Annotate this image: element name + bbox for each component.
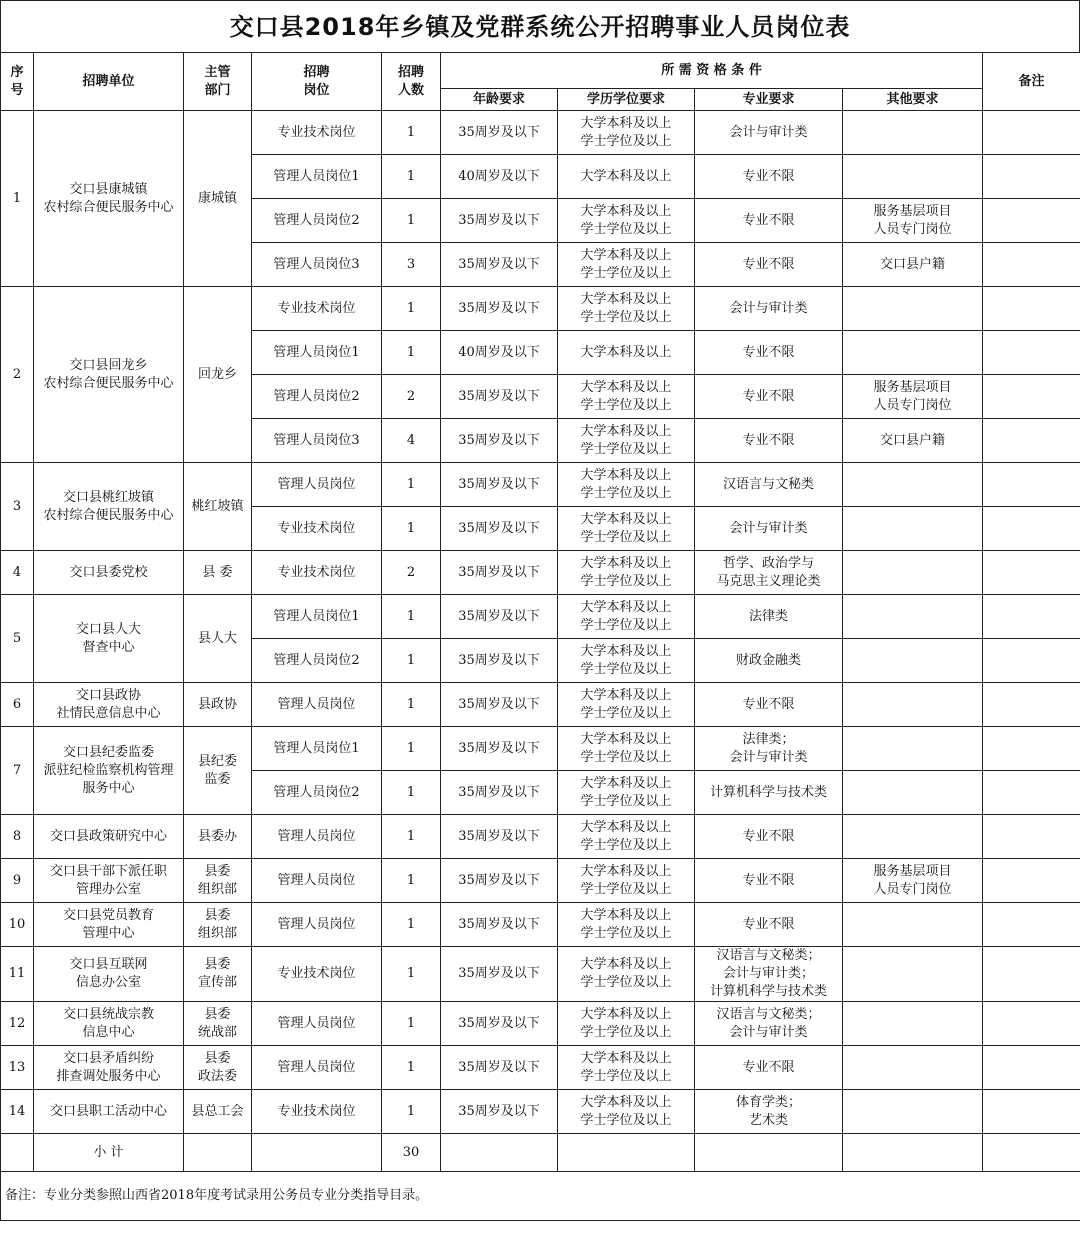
header-edu: 学历学位要求 bbox=[558, 89, 695, 111]
table-row bbox=[1, 859, 1080, 903]
major-cell: 专业不限 bbox=[695, 683, 843, 727]
seq-cell: 1 bbox=[1, 111, 34, 287]
other-cell bbox=[843, 551, 983, 595]
other-cell bbox=[843, 1046, 983, 1090]
age-cell: 35周岁及以下 bbox=[441, 727, 558, 771]
dept-cell: 县委 统战部 bbox=[184, 1002, 252, 1046]
edu-cell: 大学本科及以上 学士学位及以上 bbox=[558, 683, 695, 727]
header-unit: 招聘单位 bbox=[34, 53, 184, 111]
age-cell: 35周岁及以下 bbox=[441, 111, 558, 155]
remark-cell bbox=[983, 111, 1080, 155]
dept-cell: 县政协 bbox=[184, 683, 252, 727]
unit-cell: 交口县职工活动中心 bbox=[34, 1090, 184, 1134]
major-cell: 专业不限 bbox=[695, 331, 843, 375]
other-cell bbox=[843, 111, 983, 155]
post-cell: 管理人员岗位2 bbox=[252, 375, 382, 419]
remark-cell bbox=[983, 947, 1080, 1002]
major-cell: 汉语言与文秘类 bbox=[695, 463, 843, 507]
unit-cell: 交口县纪委监委 派驻纪检监察机构管理 服务中心 bbox=[34, 727, 184, 815]
count-cell: 1 bbox=[382, 595, 441, 639]
count-cell: 2 bbox=[382, 375, 441, 419]
seq-cell: 5 bbox=[1, 595, 34, 683]
major-cell: 专业不限 bbox=[695, 815, 843, 859]
dept-cell: 县总工会 bbox=[184, 1090, 252, 1134]
remark-cell bbox=[983, 639, 1080, 683]
remark-cell bbox=[983, 1002, 1080, 1046]
subtotal-remark-cell bbox=[983, 1134, 1080, 1172]
post-cell: 管理人员岗位 bbox=[252, 903, 382, 947]
edu-cell: 大学本科及以上 学士学位及以上 bbox=[558, 947, 695, 1002]
post-cell: 管理人员岗位3 bbox=[252, 243, 382, 287]
remark-cell bbox=[983, 375, 1080, 419]
header-other: 其他要求 bbox=[843, 89, 983, 111]
remark-cell bbox=[983, 683, 1080, 727]
table-row bbox=[1, 683, 1080, 727]
subtotal-label: 小 计 bbox=[34, 1134, 184, 1172]
subtotal-major-cell bbox=[695, 1134, 843, 1172]
major-cell: 法律类； 会计与审计类 bbox=[695, 727, 843, 771]
header-qualifications: 所 需 资 格 条 件 bbox=[441, 53, 983, 89]
edu-cell: 大学本科及以上 学士学位及以上 bbox=[558, 199, 695, 243]
remark-cell bbox=[983, 287, 1080, 331]
major-cell: 法律类 bbox=[695, 595, 843, 639]
post-cell: 专业技术岗位 bbox=[252, 111, 382, 155]
table-row bbox=[1, 727, 1080, 771]
count-cell: 1 bbox=[382, 199, 441, 243]
age-cell: 35周岁及以下 bbox=[441, 1046, 558, 1090]
header-dept: 主管 部门 bbox=[184, 53, 252, 111]
major-cell: 专业不限 bbox=[695, 155, 843, 199]
seq-cell: 4 bbox=[1, 551, 34, 595]
edu-cell: 大学本科及以上 学士学位及以上 bbox=[558, 243, 695, 287]
footnote-row bbox=[1, 1172, 1080, 1221]
other-cell bbox=[843, 1002, 983, 1046]
other-cell bbox=[843, 155, 983, 199]
count-cell: 3 bbox=[382, 243, 441, 287]
subtotal-edu-cell bbox=[558, 1134, 695, 1172]
table-row bbox=[1, 551, 1080, 595]
other-cell: 服务基层项目 人员专门岗位 bbox=[843, 375, 983, 419]
unit-cell: 交口县桃红坡镇 农村综合便民服务中心 bbox=[34, 463, 184, 551]
other-cell bbox=[843, 595, 983, 639]
seq-cell: 8 bbox=[1, 815, 34, 859]
edu-cell: 大学本科及以上 学士学位及以上 bbox=[558, 815, 695, 859]
other-cell: 服务基层项目 人员专门岗位 bbox=[843, 859, 983, 903]
footnote: 备注：专业分类参照山西省2018年度考试录用公务员专业分类指导目录。 bbox=[1, 1172, 1080, 1221]
seq-cell: 2 bbox=[1, 287, 34, 463]
unit-cell: 交口县委党校 bbox=[34, 551, 184, 595]
page-title: 交口县2018年乡镇及党群系统公开招聘事业人员岗位表 bbox=[0, 0, 1080, 52]
major-cell: 会计与审计类 bbox=[695, 507, 843, 551]
age-cell: 40周岁及以下 bbox=[441, 331, 558, 375]
age-cell: 35周岁及以下 bbox=[441, 947, 558, 1002]
count-cell: 1 bbox=[382, 639, 441, 683]
edu-cell: 大学本科及以上 学士学位及以上 bbox=[558, 859, 695, 903]
major-cell: 汉语言与文秘类； 会计与审计类； 计算机科学与技术类 bbox=[695, 947, 843, 1002]
remark-cell bbox=[983, 1090, 1080, 1134]
subtotal-post-cell bbox=[252, 1134, 382, 1172]
table-body bbox=[1, 111, 1080, 1134]
edu-cell: 大学本科及以上 bbox=[558, 331, 695, 375]
seq-cell: 3 bbox=[1, 463, 34, 551]
age-cell: 35周岁及以下 bbox=[441, 287, 558, 331]
post-cell: 管理人员岗位1 bbox=[252, 331, 382, 375]
remark-cell bbox=[983, 551, 1080, 595]
dept-cell: 县纪委 监委 bbox=[184, 727, 252, 815]
unit-cell: 交口县党员教育 管理中心 bbox=[34, 903, 184, 947]
table-row bbox=[1, 595, 1080, 639]
remark-cell bbox=[983, 815, 1080, 859]
count-cell: 1 bbox=[382, 1046, 441, 1090]
remark-cell bbox=[983, 903, 1080, 947]
other-cell bbox=[843, 1090, 983, 1134]
post-cell: 管理人员岗位 bbox=[252, 859, 382, 903]
subtotal-count: 30 bbox=[382, 1134, 441, 1172]
age-cell: 35周岁及以下 bbox=[441, 771, 558, 815]
major-cell: 专业不限 bbox=[695, 859, 843, 903]
remark-cell bbox=[983, 243, 1080, 287]
table-row bbox=[1, 947, 1080, 1002]
edu-cell: 大学本科及以上 学士学位及以上 bbox=[558, 507, 695, 551]
age-cell: 35周岁及以下 bbox=[441, 199, 558, 243]
dept-cell: 县委 组织部 bbox=[184, 859, 252, 903]
edu-cell: 大学本科及以上 学士学位及以上 bbox=[558, 111, 695, 155]
edu-cell: 大学本科及以上 学士学位及以上 bbox=[558, 287, 695, 331]
table-row bbox=[1, 903, 1080, 947]
remark-cell bbox=[983, 1046, 1080, 1090]
seq-cell: 10 bbox=[1, 903, 34, 947]
major-cell: 专业不限 bbox=[695, 243, 843, 287]
other-cell bbox=[843, 727, 983, 771]
count-cell: 1 bbox=[382, 683, 441, 727]
edu-cell: 大学本科及以上 学士学位及以上 bbox=[558, 727, 695, 771]
post-cell: 管理人员岗位2 bbox=[252, 199, 382, 243]
dept-cell: 桃红坡镇 bbox=[184, 463, 252, 551]
count-cell: 1 bbox=[382, 1002, 441, 1046]
major-cell: 专业不限 bbox=[695, 903, 843, 947]
post-cell: 管理人员岗位 bbox=[252, 815, 382, 859]
dept-cell: 康城镇 bbox=[184, 111, 252, 287]
count-cell: 1 bbox=[382, 155, 441, 199]
unit-cell: 交口县矛盾纠纷 排查调处服务中心 bbox=[34, 1046, 184, 1090]
count-cell: 1 bbox=[382, 771, 441, 815]
other-cell bbox=[843, 947, 983, 1002]
age-cell: 35周岁及以下 bbox=[441, 683, 558, 727]
unit-cell: 交口县干部下派任职 管理办公室 bbox=[34, 859, 184, 903]
table-row bbox=[1, 111, 1080, 155]
post-cell: 管理人员岗位2 bbox=[252, 771, 382, 815]
remark-cell bbox=[983, 463, 1080, 507]
subtotal-seq-cell bbox=[1, 1134, 34, 1172]
edu-cell: 大学本科及以上 学士学位及以上 bbox=[558, 1002, 695, 1046]
count-cell: 1 bbox=[382, 507, 441, 551]
remark-cell bbox=[983, 507, 1080, 551]
remark-cell bbox=[983, 727, 1080, 771]
seq-cell: 12 bbox=[1, 1002, 34, 1046]
header-count: 招聘 人数 bbox=[382, 53, 441, 111]
unit-cell: 交口县政策研究中心 bbox=[34, 815, 184, 859]
unit-cell: 交口县政协 社情民意信息中心 bbox=[34, 683, 184, 727]
subtotal-row bbox=[1, 1134, 1080, 1172]
dept-cell: 县人大 bbox=[184, 595, 252, 683]
dept-cell: 县委 政法委 bbox=[184, 1046, 252, 1090]
major-cell: 财政金融类 bbox=[695, 639, 843, 683]
post-cell: 专业技术岗位 bbox=[252, 551, 382, 595]
post-cell: 专业技术岗位 bbox=[252, 287, 382, 331]
table-row bbox=[1, 1046, 1080, 1090]
other-cell bbox=[843, 463, 983, 507]
other-cell bbox=[843, 903, 983, 947]
header-age: 年龄要求 bbox=[441, 89, 558, 111]
table-row bbox=[1, 287, 1080, 331]
post-cell: 管理人员岗位3 bbox=[252, 419, 382, 463]
post-cell: 专业技术岗位 bbox=[252, 1090, 382, 1134]
table-row bbox=[1, 1090, 1080, 1134]
count-cell: 1 bbox=[382, 331, 441, 375]
other-cell bbox=[843, 331, 983, 375]
count-cell: 1 bbox=[382, 463, 441, 507]
seq-cell: 11 bbox=[1, 947, 34, 1002]
table-row bbox=[1, 1002, 1080, 1046]
major-cell: 计算机科学与技术类 bbox=[695, 771, 843, 815]
age-cell: 35周岁及以下 bbox=[441, 1090, 558, 1134]
header-post: 招聘 岗位 bbox=[252, 53, 382, 111]
dept-cell: 县委 组织部 bbox=[184, 903, 252, 947]
unit-cell: 交口县统战宗教 信息中心 bbox=[34, 1002, 184, 1046]
recruitment-table bbox=[0, 52, 1080, 1221]
post-cell: 管理人员岗位 bbox=[252, 1046, 382, 1090]
edu-cell: 大学本科及以上 学士学位及以上 bbox=[558, 1046, 695, 1090]
age-cell: 35周岁及以下 bbox=[441, 507, 558, 551]
edu-cell: 大学本科及以上 学士学位及以上 bbox=[558, 903, 695, 947]
count-cell: 1 bbox=[382, 1090, 441, 1134]
major-cell: 专业不限 bbox=[695, 375, 843, 419]
count-cell: 1 bbox=[382, 859, 441, 903]
edu-cell: 大学本科及以上 bbox=[558, 155, 695, 199]
major-cell: 专业不限 bbox=[695, 1046, 843, 1090]
age-cell: 35周岁及以下 bbox=[441, 375, 558, 419]
header-major: 专业要求 bbox=[695, 89, 843, 111]
major-cell: 会计与审计类 bbox=[695, 111, 843, 155]
other-cell bbox=[843, 639, 983, 683]
dept-cell: 县委办 bbox=[184, 815, 252, 859]
dept-cell: 回龙乡 bbox=[184, 287, 252, 463]
post-cell: 管理人员岗位1 bbox=[252, 155, 382, 199]
subtotal-other-cell bbox=[843, 1134, 983, 1172]
post-cell: 管理人员岗位1 bbox=[252, 595, 382, 639]
count-cell: 1 bbox=[382, 947, 441, 1002]
dept-cell: 县 委 bbox=[184, 551, 252, 595]
major-cell: 哲学、政治学与 马克思主义理论类 bbox=[695, 551, 843, 595]
post-cell: 管理人员岗位2 bbox=[252, 639, 382, 683]
other-cell bbox=[843, 507, 983, 551]
count-cell: 1 bbox=[382, 287, 441, 331]
post-cell: 管理人员岗位 bbox=[252, 683, 382, 727]
age-cell: 35周岁及以下 bbox=[441, 243, 558, 287]
other-cell: 服务基层项目 人员专门岗位 bbox=[843, 199, 983, 243]
age-cell: 35周岁及以下 bbox=[441, 463, 558, 507]
unit-cell: 交口县人大 督查中心 bbox=[34, 595, 184, 683]
other-cell: 交口县户籍 bbox=[843, 243, 983, 287]
post-cell: 管理人员岗位 bbox=[252, 1002, 382, 1046]
other-cell bbox=[843, 287, 983, 331]
remark-cell bbox=[983, 771, 1080, 815]
count-cell: 1 bbox=[382, 111, 441, 155]
age-cell: 35周岁及以下 bbox=[441, 1002, 558, 1046]
other-cell bbox=[843, 771, 983, 815]
edu-cell: 大学本科及以上 学士学位及以上 bbox=[558, 771, 695, 815]
post-cell: 专业技术岗位 bbox=[252, 947, 382, 1002]
seq-cell: 9 bbox=[1, 859, 34, 903]
edu-cell: 大学本科及以上 学士学位及以上 bbox=[558, 1090, 695, 1134]
remark-cell bbox=[983, 859, 1080, 903]
remark-cell bbox=[983, 199, 1080, 243]
edu-cell: 大学本科及以上 学士学位及以上 bbox=[558, 463, 695, 507]
count-cell: 1 bbox=[382, 903, 441, 947]
dept-cell: 县委 宣传部 bbox=[184, 947, 252, 1002]
age-cell: 35周岁及以下 bbox=[441, 859, 558, 903]
edu-cell: 大学本科及以上 学士学位及以上 bbox=[558, 595, 695, 639]
table-row bbox=[1, 463, 1080, 507]
unit-cell: 交口县回龙乡 农村综合便民服务中心 bbox=[34, 287, 184, 463]
other-cell bbox=[843, 683, 983, 727]
unit-cell: 交口县康城镇 农村综合便民服务中心 bbox=[34, 111, 184, 287]
post-cell: 专业技术岗位 bbox=[252, 507, 382, 551]
seq-cell: 14 bbox=[1, 1090, 34, 1134]
count-cell: 2 bbox=[382, 551, 441, 595]
other-cell: 交口县户籍 bbox=[843, 419, 983, 463]
count-cell: 1 bbox=[382, 815, 441, 859]
edu-cell: 大学本科及以上 学士学位及以上 bbox=[558, 639, 695, 683]
major-cell: 专业不限 bbox=[695, 199, 843, 243]
seq-cell: 6 bbox=[1, 683, 34, 727]
subtotal-dept-cell bbox=[184, 1134, 252, 1172]
post-cell: 管理人员岗位1 bbox=[252, 727, 382, 771]
major-cell: 会计与审计类 bbox=[695, 287, 843, 331]
age-cell: 35周岁及以下 bbox=[441, 815, 558, 859]
major-cell: 专业不限 bbox=[695, 419, 843, 463]
edu-cell: 大学本科及以上 学士学位及以上 bbox=[558, 551, 695, 595]
remark-cell bbox=[983, 419, 1080, 463]
age-cell: 35周岁及以下 bbox=[441, 639, 558, 683]
count-cell: 4 bbox=[382, 419, 441, 463]
header-remark: 备注 bbox=[983, 53, 1080, 111]
major-cell: 汉语言与文秘类； 会计与审计类 bbox=[695, 1002, 843, 1046]
table-row bbox=[1, 815, 1080, 859]
age-cell: 35周岁及以下 bbox=[441, 419, 558, 463]
age-cell: 35周岁及以下 bbox=[441, 551, 558, 595]
remark-cell bbox=[983, 595, 1080, 639]
seq-cell: 13 bbox=[1, 1046, 34, 1090]
age-cell: 40周岁及以下 bbox=[441, 155, 558, 199]
edu-cell: 大学本科及以上 学士学位及以上 bbox=[558, 419, 695, 463]
post-cell: 管理人员岗位 bbox=[252, 463, 382, 507]
seq-cell: 7 bbox=[1, 727, 34, 815]
subtotal-age-cell bbox=[441, 1134, 558, 1172]
age-cell: 35周岁及以下 bbox=[441, 595, 558, 639]
edu-cell: 大学本科及以上 学士学位及以上 bbox=[558, 375, 695, 419]
count-cell: 1 bbox=[382, 727, 441, 771]
remark-cell bbox=[983, 155, 1080, 199]
age-cell: 35周岁及以下 bbox=[441, 903, 558, 947]
other-cell bbox=[843, 815, 983, 859]
remark-cell bbox=[983, 331, 1080, 375]
unit-cell: 交口县互联网 信息办公室 bbox=[34, 947, 184, 1002]
major-cell: 体育学类； 艺术类 bbox=[695, 1090, 843, 1134]
header-seq: 序 号 bbox=[1, 53, 34, 111]
